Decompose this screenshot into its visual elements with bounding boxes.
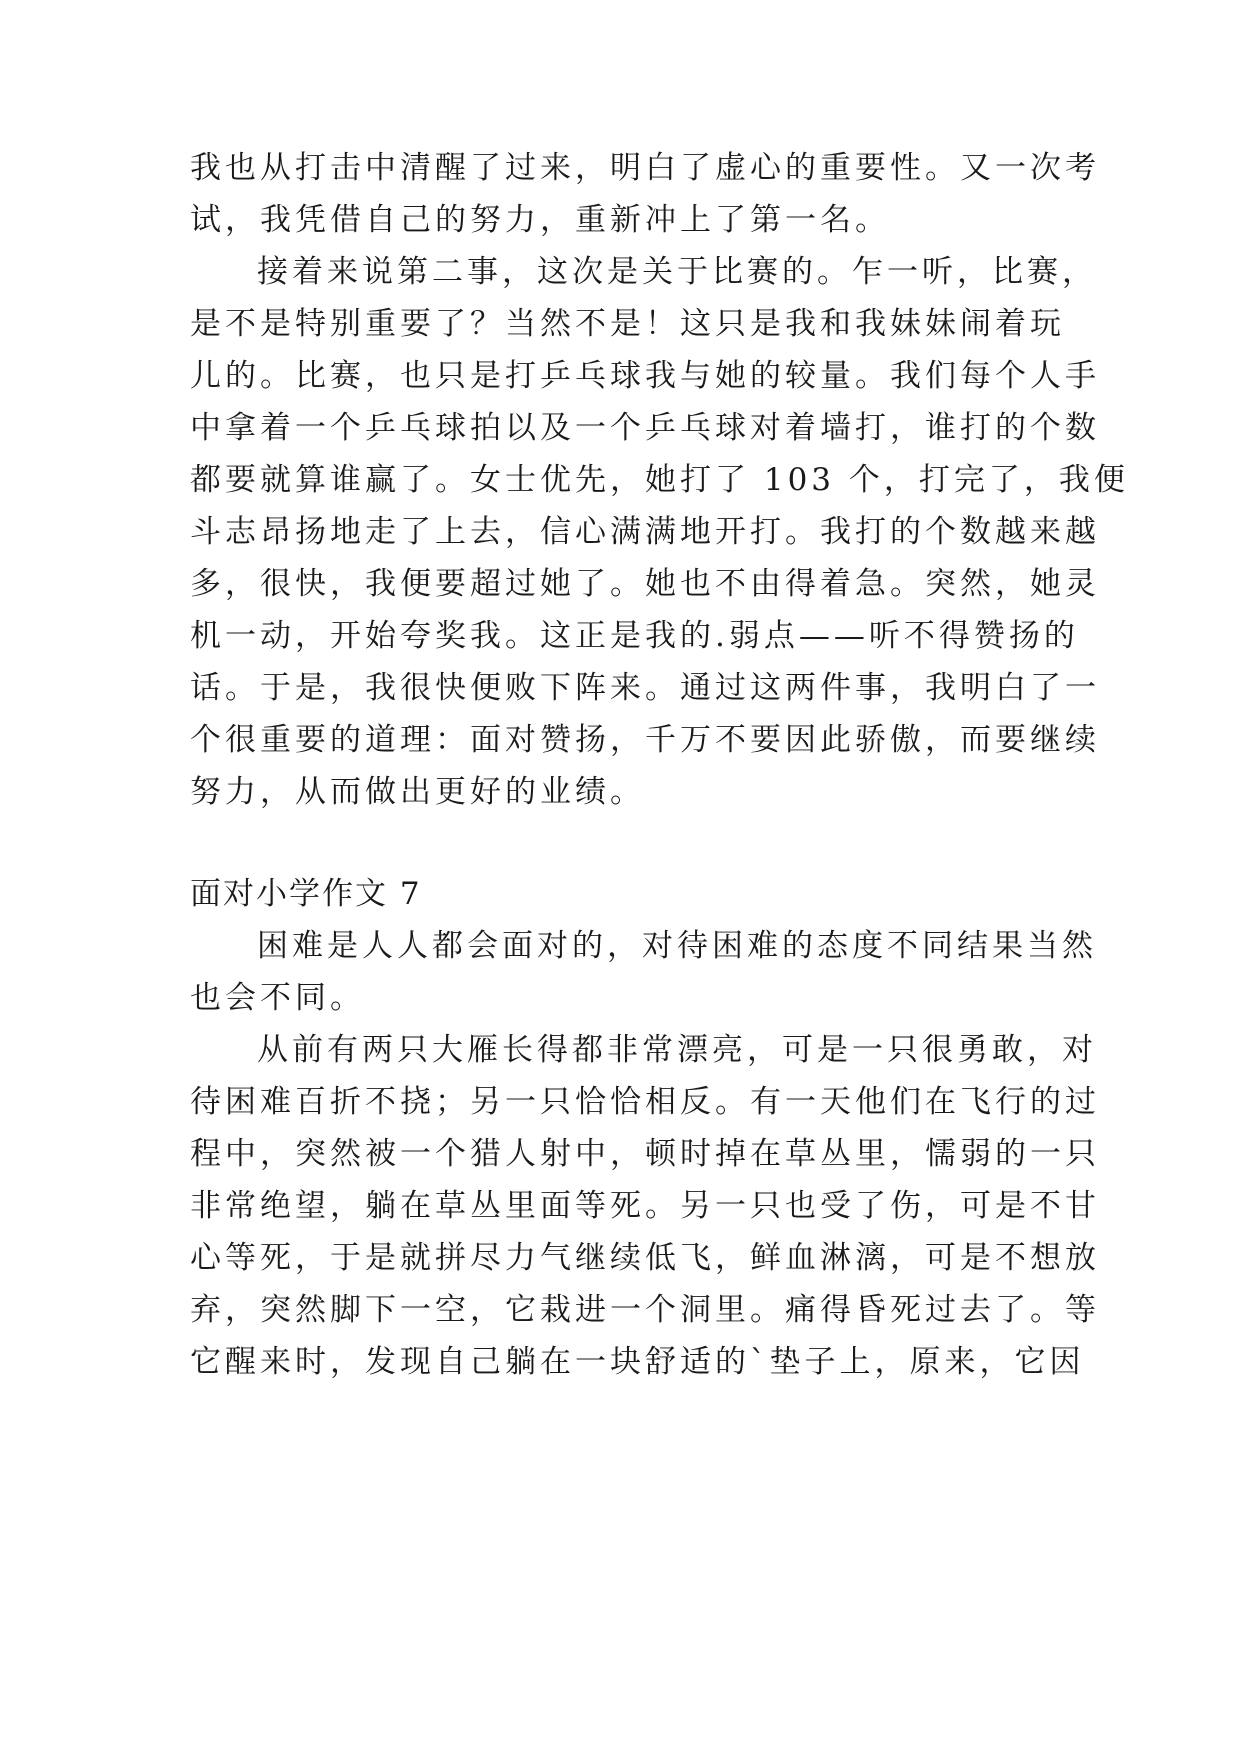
body-text-line: 都要就算谁赢了。女士优先，她打了 103 个，打完了，我便 xyxy=(190,462,1129,498)
paragraph-first-line: 接着来说第二事，这次是关于比赛的。乍一听，比赛， xyxy=(257,254,1097,290)
body-text-line: 话。于是，我很快便败下阵来。通过这两件事，我明白了一 xyxy=(190,670,1100,706)
body-text-line: 程中，突然被一个猎人射中，顿时掉在草丛里，懦弱的一只 xyxy=(190,1136,1100,1172)
body-text-line: 心等死，于是就拼尽力气继续低飞，鲜血淋漓，可是不想放 xyxy=(190,1240,1100,1276)
section-heading: 面对小学作文 7 xyxy=(190,876,422,912)
paragraph-first-line: 从前有两只大雁长得都非常漂亮，可是一只很勇敢，对 xyxy=(257,1032,1097,1068)
body-text-line: 努力，从而做出更好的业绩。 xyxy=(190,774,645,810)
body-text-line: 试，我凭借自己的努力，重新冲上了第一名。 xyxy=(190,202,890,238)
body-text-line: 弃，突然脚下一空，它栽进一个洞里。痛得昏死过去了。等 xyxy=(190,1292,1100,1328)
body-text-line: 儿的。比赛，也只是打乒乓球我与她的较量。我们每个人手 xyxy=(190,358,1100,394)
body-text-line: 非常绝望，躺在草丛里面等死。另一只也受了伤，可是不甘 xyxy=(190,1188,1100,1224)
body-text-line: 中拿着一个乒乓球拍以及一个乒乓球对着墙打，谁打的个数 xyxy=(190,410,1100,446)
body-text-line: 也会不同。 xyxy=(190,980,365,1016)
body-text-line: 是不是特别重要了？当然不是！这只是我和我妹妹闹着玩 xyxy=(190,306,1065,342)
body-text-line: 斗志昂扬地走了上去，信心满满地开打。我打的个数越来越 xyxy=(190,514,1100,550)
body-text-line: 多，很快，我便要超过她了。她也不由得着急。突然，她灵 xyxy=(190,566,1100,602)
body-text-line: 我也从打击中清醒了过来，明白了虚心的重要性。又一次考 xyxy=(190,150,1100,186)
body-text-line: 它醒来时，发现自己躺在一块舒适的`垫子上，原来，它因 xyxy=(190,1344,1085,1380)
paragraph-first-line: 困难是人人都会面对的，对待困难的态度不同结果当然 xyxy=(257,928,1097,964)
body-text-line: 个很重要的道理：面对赞扬，千万不要因此骄傲，而要继续 xyxy=(190,722,1100,758)
body-text-line: 待困难百折不挠；另一只恰恰相反。有一天他们在飞行的过 xyxy=(190,1084,1100,1120)
body-text-line: 机一动，开始夸奖我。这正是我的.弱点——听不得赞扬的 xyxy=(190,618,1079,654)
